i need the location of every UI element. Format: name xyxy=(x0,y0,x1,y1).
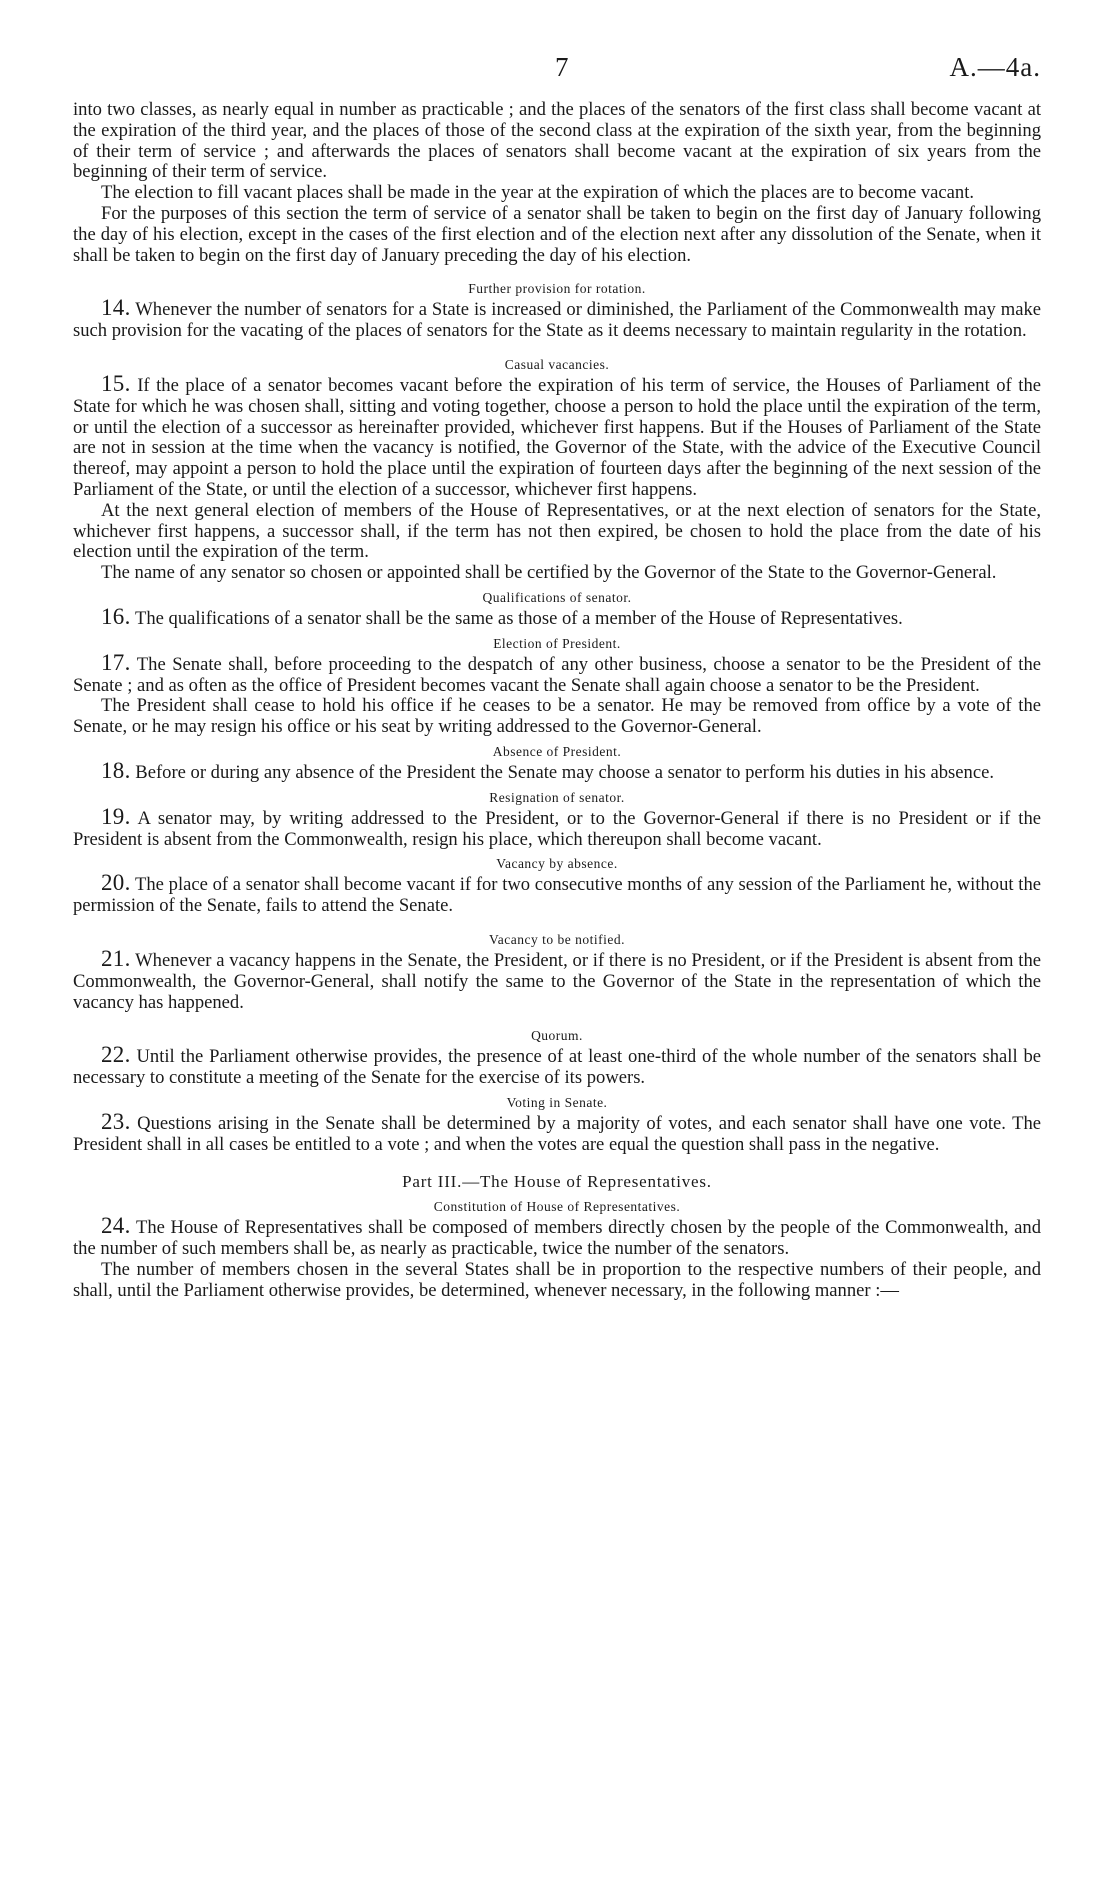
section-17-heading: Election of President. xyxy=(493,635,621,651)
section-18-number: 18. xyxy=(101,757,131,783)
section-16-body: The qualifications of a senator shall be the same as those of a member of the House of Representatives. xyxy=(130,607,903,629)
section-17-number: 17. xyxy=(101,649,131,675)
section-19-body: A senator may, by writing addressed to the President, or to the Governor-General if there is no President or if the President is absent from the Commonwealth, resign his place, which thereupon shall become vacant. xyxy=(73,807,1041,850)
section-19-number: 19. xyxy=(101,803,131,829)
section-23-number: 23. xyxy=(101,1108,131,1134)
intro-paragraph-1: into two classes, as nearly equal in number as practicable ; and the places of the senators of the first class shall become vacant at the expiration of the third year, and the places of those of the second class at the expiration of the sixth year, from the beginning of their term of service ; and afterwards the places of senators shall become vacant at the expiration of six years from the beginning of their term of service. xyxy=(73,99,1041,183)
section-19-text xyxy=(73,803,1041,851)
section-24-body: The House of Representatives shall be composed of members directly chosen by the people of the Commonwealth, and the number of such members shall be, as nearly as practicable, twice the number of the senators. xyxy=(73,1217,1041,1260)
section-22-body: Until the Parliament otherwise provides, the presence of at least one-third of the whole number of the senators shall be necessary to constitute a meeting of the Senate for the exercise of its powers. xyxy=(73,1046,1041,1089)
section-24-heading: Constitution of House of Representatives. xyxy=(433,1199,681,1215)
section-23-heading: Voting in Senate. xyxy=(506,1094,608,1110)
section-18-body: Before or during any absence of the President the Senate may choose a senator to perform his duties in his absence. xyxy=(130,761,994,783)
section-14-number: 14. xyxy=(101,295,131,321)
section-20-heading: Vacancy by absence. xyxy=(496,856,618,872)
section-24-text xyxy=(73,1213,1041,1260)
section-24-number: 24. xyxy=(101,1213,131,1239)
document-page xyxy=(73,52,1041,1302)
page-number: 7 xyxy=(555,52,569,82)
section-21-number: 21. xyxy=(101,945,131,971)
section-18-text xyxy=(73,757,1041,784)
section-15-text xyxy=(73,370,1041,501)
page-header xyxy=(73,52,1041,92)
section-23-body: Questions arising in the Senate shall be determined by a majority of votes, and each senator shall have one vote. The President shall in all cases be entitled to a vote ; and when the votes are equal the question shall pass in the negative. xyxy=(73,1112,1041,1155)
section-14-text xyxy=(73,295,1041,342)
section-17-paragraph-2: The President shall cease to hold his office if he ceases to be a senator. He may be removed from office by a vote of the Senate, or he may resign his office or his seat by writing addressed to the Governor-General. xyxy=(73,695,1041,738)
section-24-paragraph-2: The number of members chosen in the several States shall be in proportion to the respective numbers of their people, and shall, until the Parliament otherwise provides, be determined, whenever necessary, in the following manner :— xyxy=(73,1259,1041,1301)
section-21-text xyxy=(73,945,1041,1013)
intro-paragraph-3: For the purposes of this section the term of service of a senator shall be taken to begin on the first day of January following the day of his election, except in the cases of the first election and of the election next after any dissolution of the Senate, when it shall be taken to begin on the first day of January preceding the day of his election. xyxy=(73,202,1041,266)
section-20-number: 20. xyxy=(101,870,131,896)
section-15-heading: Casual vacancies. xyxy=(504,356,610,372)
section-20-text xyxy=(73,870,1041,917)
intro-paragraph-2: The election to fill vacant places shall be made in the year at the expiration of which the places are to become vacant. xyxy=(101,182,975,204)
section-22-heading: Quorum. xyxy=(531,1028,583,1044)
section-21-body: Whenever a vacancy happens in the Senate, the President, or if there is no President, or if the President is absent from the Commonwealth, the Governor-General, shall notify the same to the Governor of the State in the representation of which the vacancy has happened. xyxy=(73,949,1041,1013)
section-16-text xyxy=(73,603,1041,630)
section-15-paragraph-3: The name of any senator so chosen or appointed shall be certified by the Governor of the State to the Governor-General. xyxy=(101,562,997,584)
section-16-number: 16. xyxy=(101,603,131,629)
section-22-text xyxy=(73,1042,1041,1089)
section-15-paragraph-2: At the next general election of members of the House of Representatives, or at the next election of senators for the State, whichever first happens, a successor shall, if the term has not then expired, be chosen to hold the place from the date of his election until the expiration of the term. xyxy=(73,499,1041,563)
section-17-body: The Senate shall, before proceeding to the despatch of any other business, choose a senator to be the President of the Senate ; and as often as the office of President becomes vacant the Senate shall again choose a senator to be the President. xyxy=(73,653,1041,696)
section-21-heading: Vacancy to be notified. xyxy=(489,931,625,947)
section-20-body: The place of a senator shall become vacant if for two consecutive months of any session of the Parliament he, without the permission of the Senate, fails to attend the Senate. xyxy=(73,874,1041,917)
part-3-heading: Part III.—The House of Representatives. xyxy=(402,1172,712,1192)
section-17-text xyxy=(73,649,1041,697)
section-14-body: Whenever the number of senators for a State is increased or diminished, the Parliament of the Commonwealth may make such provision for the vacating of the places of senators for the State as it deems necessary to maintain regularity in the rotation. xyxy=(73,299,1041,342)
section-15-number: 15. xyxy=(101,370,131,396)
section-23-text xyxy=(73,1108,1041,1156)
document-code: A.—4a. xyxy=(949,52,1041,82)
section-19-heading: Resignation of senator. xyxy=(489,789,625,805)
document-body xyxy=(73,100,1041,1302)
section-22-number: 22. xyxy=(101,1042,131,1068)
section-16-heading: Qualifications of senator. xyxy=(482,589,632,605)
section-15-body: If the place of a senator becomes vacant before the expiration of his term of service, the Houses of Parliament of the State for which he was chosen shall, sitting and voting together, choose a person to hold the place until the expiration of the term, or until the election of a successor as hereinafter provided, whichever first happens. But if the Houses of Parliament of the State are not in session at the time when the vacancy is notified, the Governor of the State, with the advice of the Executive Council thereof, may appoint a person to hold the place until the expiration of fourteen days after the beginning of the next session of the Parliament of the State, or until the election of a successor, whichever first happens. xyxy=(73,374,1041,500)
section-14-heading: Further provision for rotation. xyxy=(468,281,646,297)
section-18-heading: Absence of President. xyxy=(492,743,622,759)
